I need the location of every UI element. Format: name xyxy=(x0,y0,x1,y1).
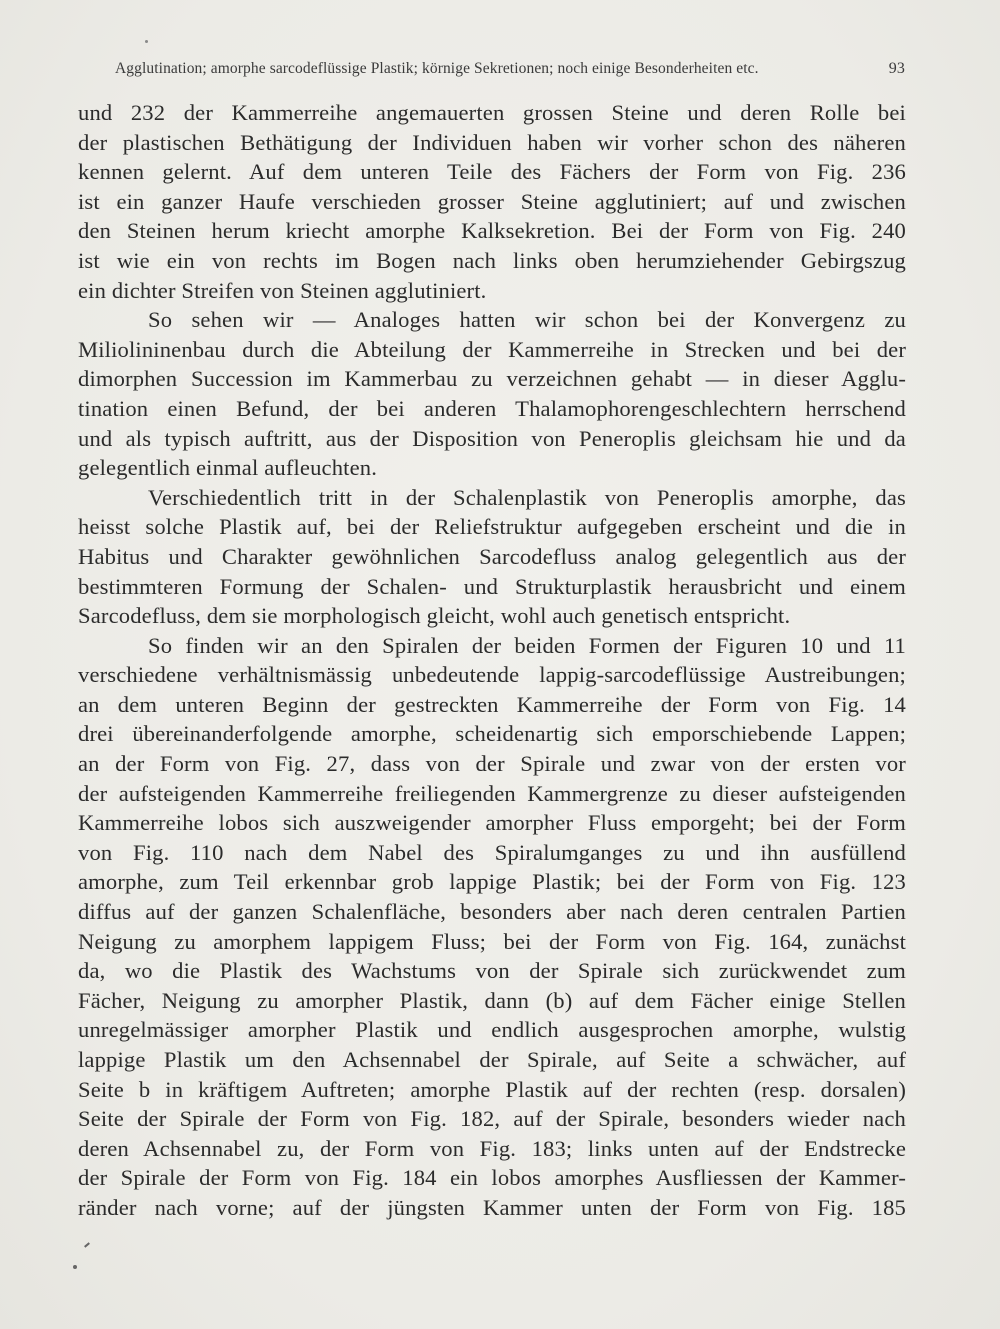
text-line: tination einen Befund, der bei anderen Thalamophorengeschlechtern herrschend xyxy=(78,395,906,421)
text-line: amorphe, zum Teil erkennbar grob lappige Plastik; bei der Form von Fig. 123 xyxy=(78,869,906,895)
text-line: lappige Plastik um den Achsennabel der Spirale, auf Seite a schwächer, auf xyxy=(78,1047,906,1072)
speck-mark xyxy=(73,1265,77,1269)
text-line: unregelmässiger amorpher Plastik und endlich ausgesprochen amorphe, wulstig xyxy=(78,1017,906,1043)
text-line: Seite der Spirale der Form von Fig. 182, auf der Spirale, besonders wieder nach xyxy=(78,1106,906,1132)
text-line: kennen gelernt. Auf dem unteren Teile des Fächers der Form von Fig. 236 xyxy=(78,159,906,185)
text-line: der Spirale der Form von Fig. 184 ein lobos amorphes Ausfliessen der Kammer- xyxy=(78,1165,906,1191)
text-line: Habitus und Charakter gewöhnlichen Sarcodefluss analog gelegentlich aus der xyxy=(78,543,906,569)
text-line: der aufsteigenden Kammerreihe freiliegenden Kammergrenze zu dieser aufsteigenden xyxy=(78,780,906,806)
text-line: an der Form von Fig. 27, dass von der Spirale und zwar von der ersten vor xyxy=(78,751,906,777)
text-line: Kammerreihe lobos sich auszweigender amorpher Fluss emporgeht; bei der Form xyxy=(78,810,906,836)
text-line: deren Achsennabel zu, der Form von Fig. 183; links unten auf der Endstrecke xyxy=(78,1135,906,1161)
text-line: bestimmteren Formung der Schalen- und Strukturplastik herausbricht und einem xyxy=(78,573,906,599)
text-line: und als typisch auftritt, aus der Disposition von Peneroplis gleichsam hie und da xyxy=(78,425,906,451)
text-line: der plastischen Bethätigung der Individuen haben wir vorher schon des näheren xyxy=(78,129,906,155)
text-line: ist ein ganzer Haufe verschieden grosser Steine agglutiniert; auf und zwischen xyxy=(78,188,906,214)
text-line: Neigung zu amorphem lappigem Fluss; bei der Form von Fig. 164, zunächst xyxy=(78,928,906,954)
text-line: Sarcodefluss, dem sie morphologisch gleicht, wohl auch genetisch entspricht. xyxy=(78,603,791,629)
running-header xyxy=(115,60,905,82)
speck-mark xyxy=(145,40,148,43)
text-line: von Fig. 110 nach dem Nabel des Spiralumganges zu und ihn ausfüllend xyxy=(78,839,906,865)
text-line: den Steinen herum kriecht amorphe Kalksekretion. Bei der Form von Fig. 240 xyxy=(78,218,906,244)
page-number: 93 xyxy=(888,60,905,77)
text-line: gelegentlich einmal aufleuchten. xyxy=(78,455,378,481)
text-line: So finden wir an den Spiralen der beiden Formen der Figuren 10 und 11 xyxy=(148,632,906,658)
text-line: Verschiedentlich tritt in der Schalenplastik von Peneroplis amorphe, das xyxy=(148,484,906,510)
text-line: diffus auf der ganzen Schalenfläche, besonders aber nach deren centralen Partien xyxy=(78,899,906,925)
text-line: da, wo die Plastik des Wachstums von der Spirale sich zurückwendet zum xyxy=(78,958,906,984)
text-line: Fächer, Neigung zu amorpher Plastik, dann (b) auf dem Fächer einige Stellen xyxy=(78,987,906,1013)
text-line: Miliolininenbau durch die Abteilung der Kammerreihe in Strecken und bei der xyxy=(78,336,906,362)
text-line: verschiedene verhältnismässig unbedeutende lappig-sarcodeflüssige Austreibungen; xyxy=(78,662,906,688)
text-line: Seite b in kräftigem Auftreten; amorphe Plastik auf der rechten (resp. dorsalen) xyxy=(78,1076,906,1102)
running-title: Agglutination; amorphe sarcodeflüssige Plastik; körnige Sekretionen; noch einige Besonderheiten etc. xyxy=(115,60,759,77)
text-line: So sehen wir — Analoges hatten wir schon bei der Konvergenz zu xyxy=(148,307,906,333)
text-line: ränder nach vorne; auf der jüngsten Kammer unten der Form von Fig. 185 xyxy=(78,1194,906,1220)
text-line: heisst solche Plastik auf, bei der Reliefstruktur aufgegeben erscheint und die in xyxy=(78,514,906,540)
pencil-mark xyxy=(84,1242,90,1247)
body-text xyxy=(78,98,906,1223)
text-line: drei übereinanderfolgende amorphe, scheidenartig sich emporschiebende Lappen; xyxy=(78,721,906,747)
text-line: dimorphen Succession im Kammerbau zu verzeichnen gehabt — in dieser Agglu- xyxy=(78,366,906,392)
text-line: ist wie ein von rechts im Bogen nach links oben herumziehender Gebirgszug xyxy=(78,247,906,273)
text-line: ein dichter Streifen von Steinen agglutiniert. xyxy=(78,277,487,303)
text-line: an dem unteren Beginn der gestreckten Kammerreihe der Form von Fig. 14 xyxy=(78,691,906,717)
text-line: und 232 der Kammerreihe angemauerten grossen Steine und deren Rolle bei xyxy=(78,100,906,125)
